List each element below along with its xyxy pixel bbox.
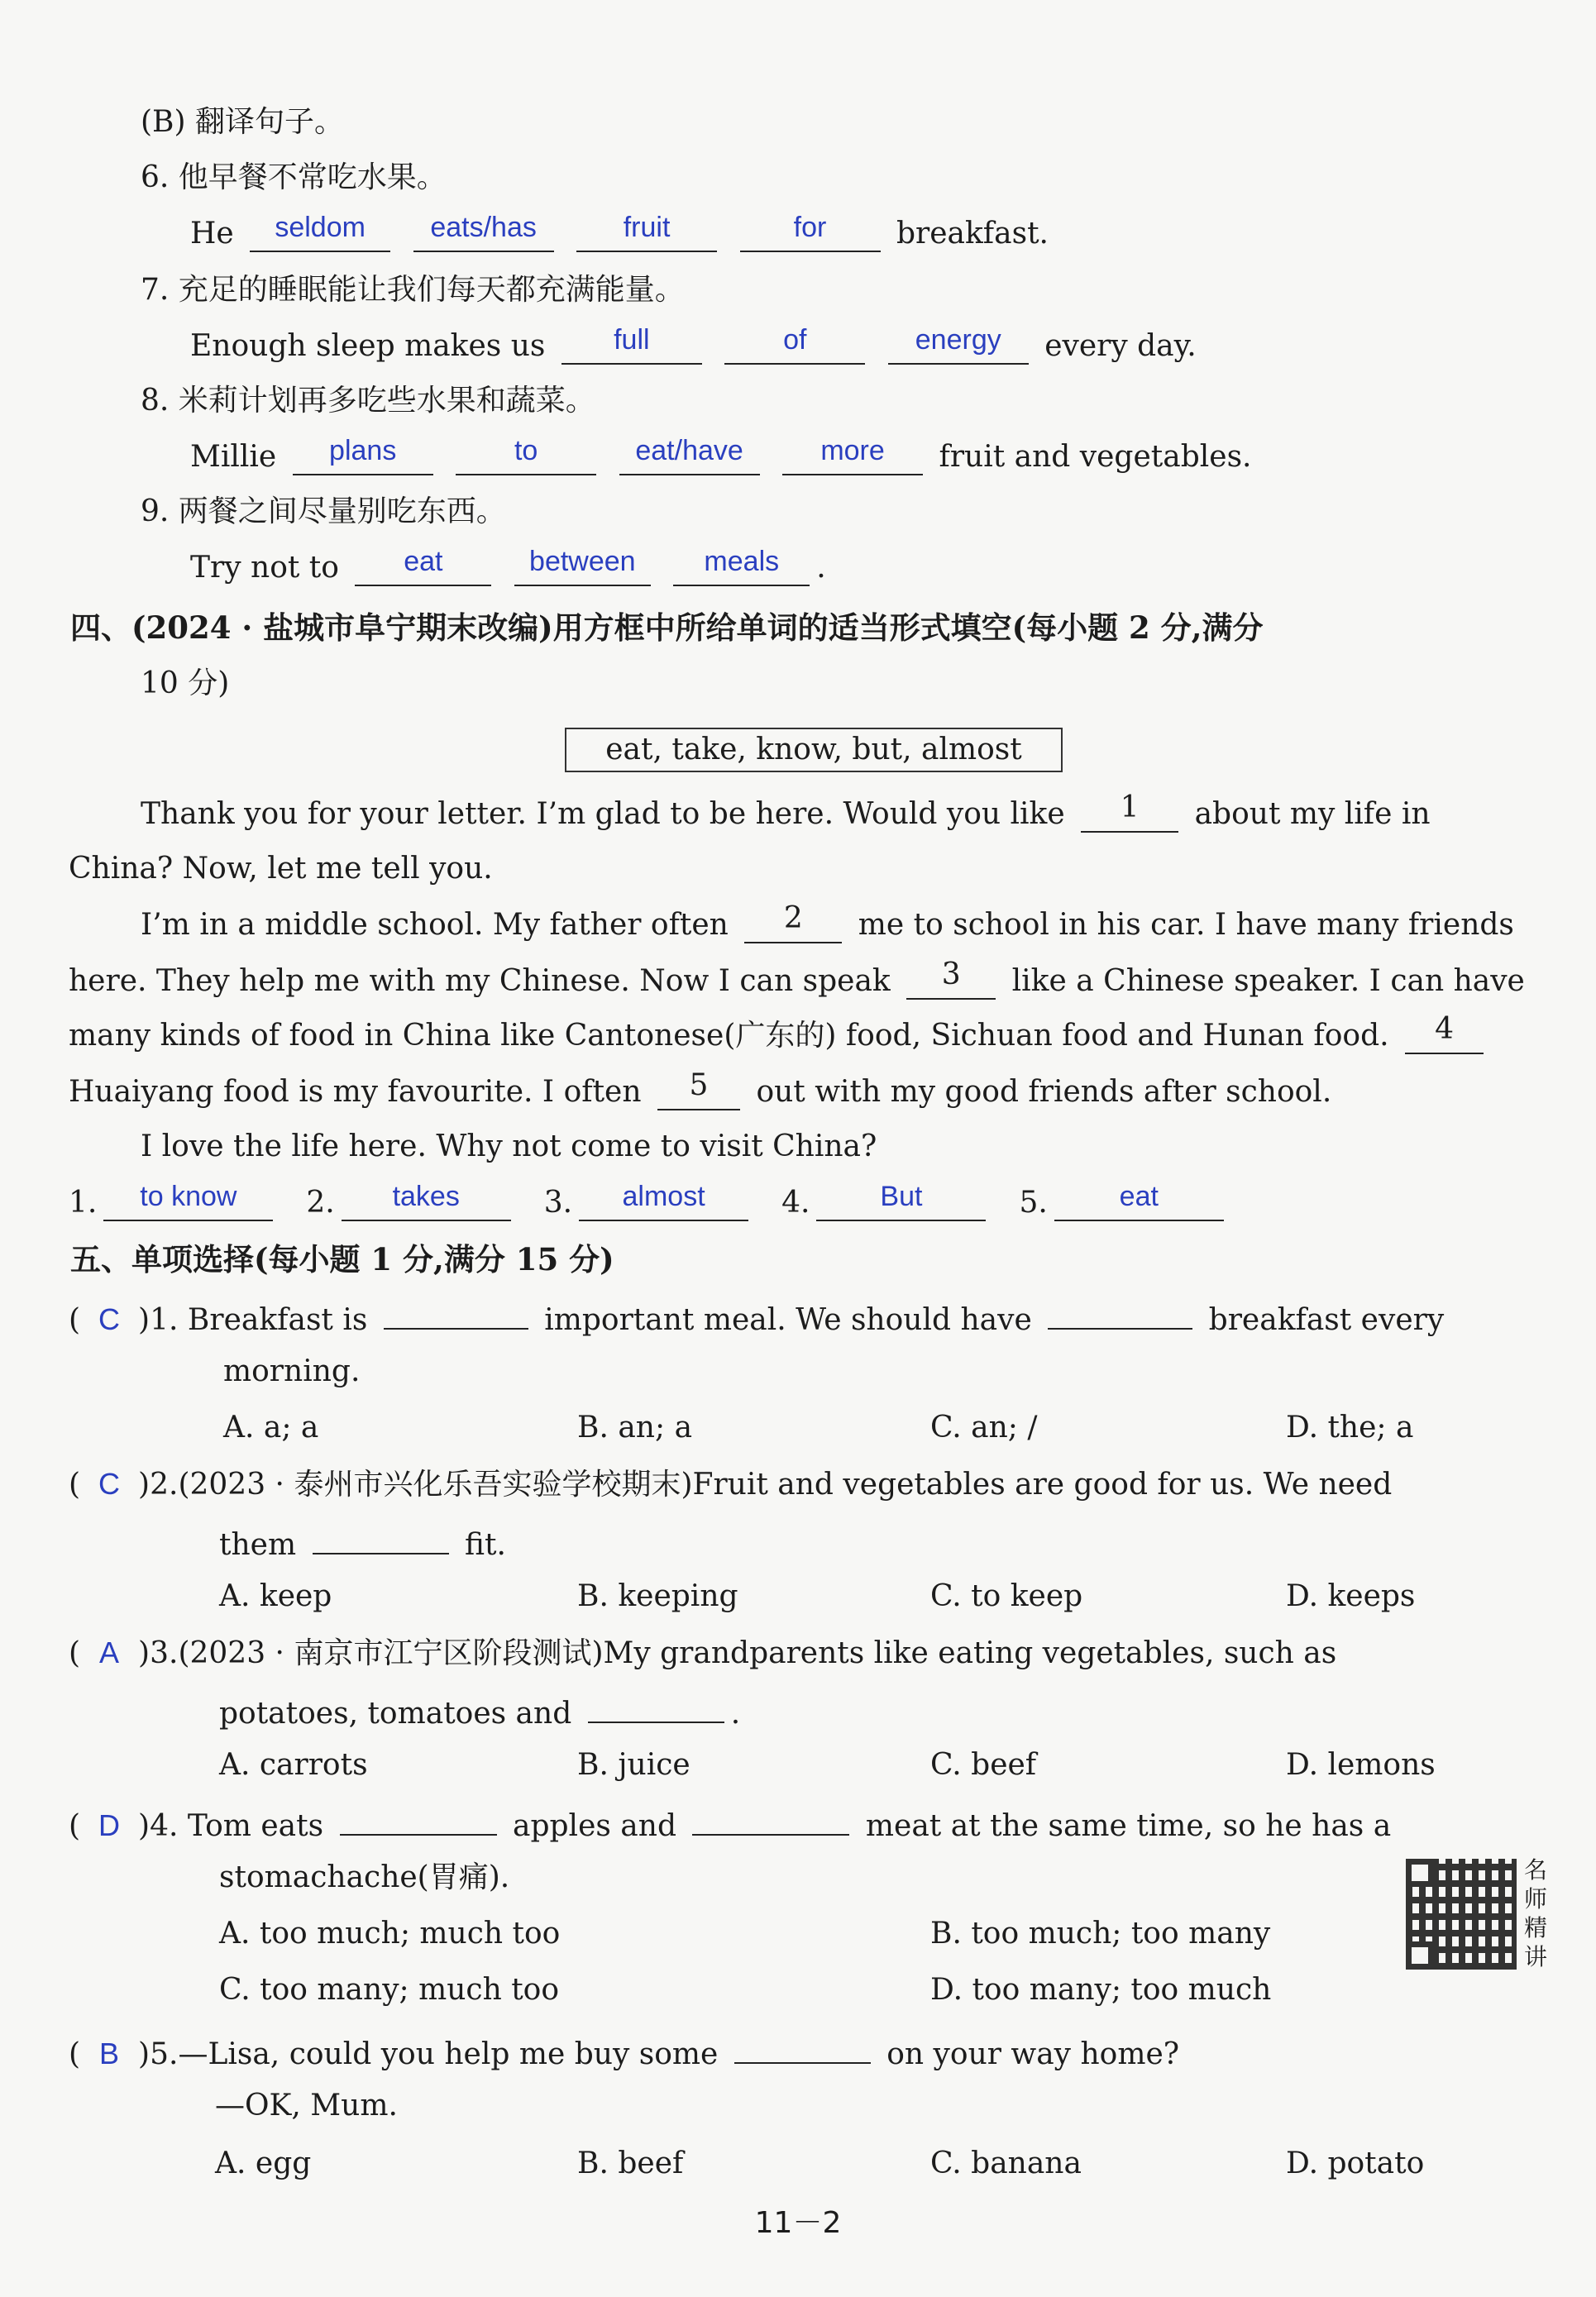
item-9-chinese: 9. 两餐之间尽量别吃东西。 [141,494,506,528]
option[interactable]: A. carrots [219,1748,368,1782]
question-5-cont: —OK, Mum. [215,2089,398,2123]
answer-blank[interactable]: meals [673,552,810,586]
item-6-english: He seldom eats/has fruit for breakfast. [190,212,1049,251]
option[interactable]: A. egg [215,2147,312,2180]
answer-blank[interactable]: full [561,330,702,365]
question-4: ( D )4. Tom eats apples and meat at the same time, so he has a [69,1801,1391,1847]
answer-blank[interactable]: of [724,330,865,365]
item-7-chinese: 7. 充足的睡眠能让我们每天都充满能量。 [141,273,685,307]
blank [384,1295,528,1330]
option[interactable]: D. the; a [1286,1411,1414,1445]
question-2-cont: them fit. [219,1520,506,1566]
option[interactable]: B. an; a [577,1411,693,1445]
option[interactable]: C. an; / [930,1411,1038,1445]
item-9-english: Try not to eat between meals . [190,546,826,585]
passage-line: many kinds of food in China like Cantonese(广东的) food, Sichuan food and Hunan food. 4 [69,1015,1490,1057]
answer-blank[interactable]: takes [342,1187,511,1221]
answer-blank[interactable]: to [456,441,596,475]
section-4-title: 四、(2024 · 盐城市阜宁期末改编)用方框中所给单词的适当形式填空(每小题 2 分,满分 [70,609,1264,646]
blank [588,1688,724,1723]
section-5-title: 五、单项选择(每小题 1 分,满分 15 分) [70,1241,614,1277]
part-b-heading: (B) 翻译句子。 [141,105,344,139]
answer-blank[interactable]: more [782,441,923,475]
question-2: ( C )2.(2023 · 泰州市兴化乐吾实验学校期末)Fruit and vegetables are good for us. We need [69,1464,1392,1506]
passage-line: Huaiyang food is my favourite. I often 5 out with my good friends after school. [69,1068,1332,1109]
option[interactable]: C. banana [930,2147,1082,2180]
answer-choice[interactable]: C [98,1302,121,1336]
option[interactable]: A. keep [219,1579,332,1613]
answer-blank[interactable]: to know [103,1187,273,1221]
question-3: ( A )3.(2023 · 南京市江宁区阶段测试)My grandparents like eating vegetables, such as [69,1632,1336,1674]
answer-choice[interactable]: B [99,2037,120,2070]
option[interactable]: D. lemons [1286,1748,1436,1782]
option[interactable]: B. beef [577,2147,684,2180]
option[interactable]: B. keeping [577,1579,738,1613]
answer-choice[interactable]: D [98,1808,121,1842]
option[interactable]: A. too much; much too [219,1917,561,1951]
passage-blank-3: 3 [906,965,996,1000]
answer-blank[interactable]: But [816,1187,986,1221]
passage-blank-4: 4 [1405,1020,1484,1054]
passage-line: China? Now, let me tell you. [69,852,493,886]
blank [692,1801,849,1836]
option[interactable]: D. too many; too much [930,1973,1272,2007]
qr-code-icon[interactable] [1406,1859,1517,1970]
answer-blank[interactable]: for [740,217,881,252]
question-1: ( C )1. Breakfast is important meal. We should have breakfast every [69,1295,1444,1341]
answer-blank[interactable]: eat [355,552,491,586]
question-3-cont: potatoes, tomatoes and . [219,1688,740,1735]
item-8-chinese: 8. 米莉计划再多吃些水果和蔬菜。 [141,384,595,418]
option[interactable]: C. beef [930,1748,1037,1782]
blank [734,2029,871,2064]
answer-blank[interactable]: eats/has [413,217,554,252]
section-4-answer-row: 1. to know 2. takes 3. almost 4. But 5. eat [69,1182,1230,1224]
passage-blank-5: 5 [657,1076,740,1110]
passage-line: I’m in a middle school. My father often 2 me to school in his car. I have many friends [141,901,1514,942]
answer-choice[interactable]: A [99,1636,120,1669]
option[interactable]: D. keeps [1286,1579,1416,1613]
answer-blank[interactable]: seldom [250,217,390,252]
option[interactable]: B. too much; too many [930,1917,1271,1951]
blank [1048,1295,1192,1330]
answer-blank[interactable]: eat [1054,1187,1224,1221]
page-number: 11－2 [754,2206,842,2240]
word-box: eat, take, know, but, almost [565,728,1063,772]
blank [340,1801,497,1836]
passage-line: I love the life here. Why not come to visit China? [141,1129,877,1163]
answer-choice[interactable]: C [98,1467,121,1501]
option[interactable]: A. a; a [223,1411,319,1445]
answer-blank[interactable]: energy [888,330,1029,365]
question-5: ( B )5.—Lisa, could you help me buy some on your way home? [69,2029,1179,2075]
question-1-cont: morning. [223,1354,361,1388]
answer-blank[interactable]: between [514,552,651,586]
blank [313,1520,449,1554]
section-4-title-cont: 10 分) [141,666,230,700]
passage-line: Thank you for your letter. I’m glad to be here. Would you like 1 about my life in [141,790,1431,831]
answer-blank[interactable]: almost [579,1187,748,1221]
answer-blank[interactable]: plans [293,441,433,475]
answer-blank[interactable]: fruit [576,217,717,252]
item-8-english: Millie plans to eat/have more fruit and vegetables. [190,435,1252,474]
qr-label: 名师精讲 [1523,1856,1547,1970]
option[interactable]: D. potato [1286,2147,1425,2180]
item-6-chinese: 6. 他早餐不常吃水果。 [141,160,447,194]
option[interactable]: B. juice [577,1748,690,1782]
passage-blank-1: 1 [1081,798,1178,833]
passage-line: here. They help me with my Chinese. Now I can speak 3 like a Chinese speaker. I can have [69,957,1525,998]
answer-blank[interactable]: eat/have [619,441,760,475]
item-7-english: Enough sleep makes us full of energy every day. [190,324,1197,363]
option[interactable]: C. too many; much too [219,1973,560,2007]
option[interactable]: C. to keep [930,1579,1083,1613]
passage-blank-2: 2 [744,909,842,943]
question-4-cont: stomachache(胃痛). [219,1860,510,1894]
